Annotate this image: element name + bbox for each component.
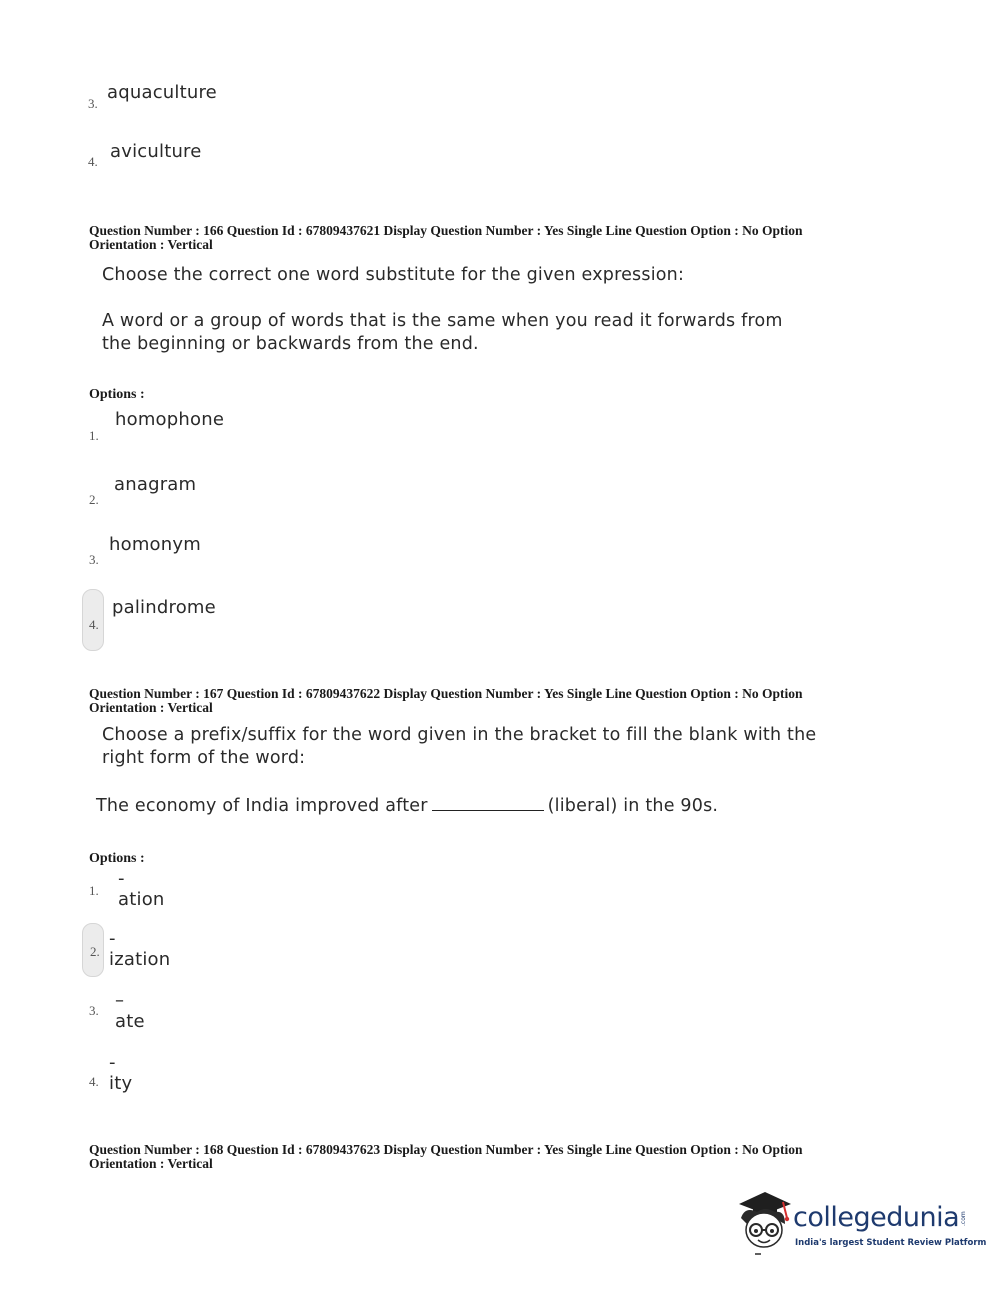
option-number: 1.: [89, 883, 99, 898]
option-number: 2.: [90, 944, 100, 959]
option-number: 2.: [89, 492, 99, 507]
option-text: -ization: [109, 928, 171, 970]
option-number: 4.: [89, 1074, 99, 1089]
question-meta: [89, 224, 889, 252]
option-text: homophone: [115, 409, 225, 430]
fill-blank: [432, 794, 544, 811]
question-meta-line2: Orientation : Vertical: [89, 237, 213, 252]
option-number: 4.: [88, 154, 98, 169]
question-text: [102, 310, 783, 356]
question-text-line2: the beginning or backwards from the end.: [102, 334, 479, 354]
option-number: 4.: [89, 617, 99, 632]
option-number: 3.: [89, 552, 99, 567]
question-text-line1: A word or a group of words that is the same when you read it forwards from: [102, 311, 783, 331]
question-meta-line2: Orientation : Vertical: [89, 700, 213, 715]
question-meta-line1: Question Number : 168 Question Id : 67809437623 Display Question Number : Yes Single Line Question Option : No Option: [89, 1142, 803, 1157]
question-instruction-line2: right form of the word:: [102, 748, 306, 768]
collegedunia-logo: [735, 1188, 987, 1258]
option-text: –ate: [115, 990, 145, 1032]
option-text: aviculture: [110, 141, 202, 162]
option-text: -ation: [118, 868, 165, 910]
mascot-icon: [735, 1188, 793, 1256]
question-meta-line2: Orientation : Vertical: [89, 1156, 213, 1171]
question-instruction: [102, 724, 816, 770]
option-number: 3.: [89, 1003, 99, 1018]
option-number: 1.: [89, 428, 99, 443]
options-label: Options :: [89, 851, 145, 866]
option-text: palindrome: [112, 597, 216, 618]
question-meta: [89, 1143, 889, 1171]
logo-tagline: India's largest Student Review Platform: [795, 1238, 987, 1248]
options-label: Options :: [89, 387, 145, 402]
question-meta: [89, 687, 889, 715]
option-text: -ity: [109, 1052, 133, 1094]
sentence-before: The economy of India improved after: [96, 796, 428, 816]
logo-suffix: .com: [960, 1211, 968, 1226]
sentence-after: (liberal) in the 90s.: [547, 796, 719, 816]
option-text: aquaculture: [107, 82, 217, 103]
question-instruction-line1: Choose a prefix/suffix for the word given in the bracket to fill the blank with the: [102, 725, 817, 745]
question-meta-line1: Question Number : 167 Question Id : 67809437622 Display Question Number : Yes Single Line Question Option : No Option: [89, 686, 803, 701]
question-meta-line1: Question Number : 166 Question Id : 67809437621 Display Question Number : Yes Single Line Question Option : No Option: [89, 223, 803, 238]
option-number: 3.: [88, 96, 98, 111]
question-instruction: Choose the correct one word substitute for the given expression:: [102, 265, 685, 285]
logo-name: collegedunia: [793, 1202, 960, 1233]
question-sentence: [96, 794, 718, 818]
logo-wordmark: [793, 1202, 974, 1233]
option-text: homonym: [109, 534, 201, 555]
option-text: anagram: [114, 474, 197, 495]
